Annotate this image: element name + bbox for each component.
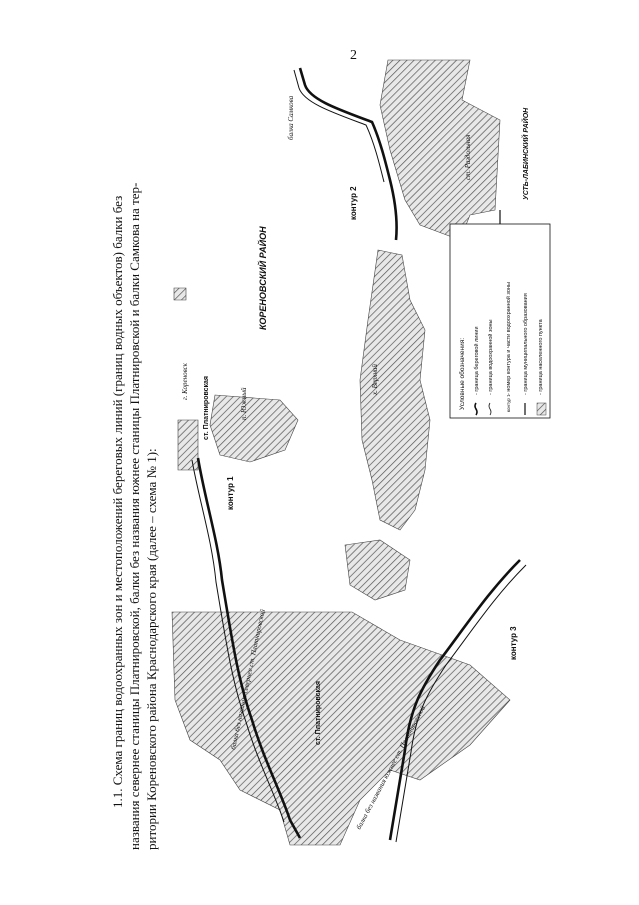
legend-item-shoreline: - граница береговой линии [474,326,480,395]
caption-line-3: ритории Кореновского района Краснодарского края (далее – схема № 1): [144,448,159,850]
settlement-areas [172,60,510,845]
settlement-korenovsk-label: г. Кореновск [181,363,189,400]
legend-item-water-zone: - граница водоохранной зоны [488,319,494,395]
river-samkova-label: балка Самкова [287,95,295,140]
settlement-razdolnaya-label: ст. Раздольная [464,134,472,180]
settlement-platnirovskaya-label-2: ст. Платнировская [203,376,210,440]
district-korenovsky-label: КОРЕНОВСКИЙ РАЙОН [258,226,268,330]
legend-item-settlement: - граница населенного пункта [538,319,544,395]
legend-item-contour: - номер контура и части водоохранной зоны [506,282,512,395]
settlement-area-south [345,540,410,600]
caption-line-1: 1.1. Схема границ водоохранных зон и местоположений береговых линий (границ водных объектов) балки без [110,195,125,808]
settlement-verkhny-label: х. Верхний [371,364,379,395]
legend-sample-contour: контур 1 [506,394,511,412]
river-samkova-zone [294,70,384,182]
settlement-yuzhny-label: п. Южный [240,387,248,420]
legend-box [450,224,550,418]
river-north-label: балка без названия севернее ст. Платнировской [229,608,267,751]
legend-title: Условные обозначения: [459,337,466,410]
district-ust-labinsky-label: УСТЬ-ЛАБИНСКИЙ РАЙОН [523,107,530,200]
page-number: 2 [350,48,357,63]
caption-line-2: названия севернее станицы Платнировской, балки без названия южнее станицы Платнировской и балки Самкова на тер- [127,182,142,850]
settlement-yuzhny-area [210,395,298,462]
settlement-korenovsk-area [178,420,198,470]
contour-1-label: контур 1 [226,476,235,510]
settlement-hatch-icon [537,403,546,415]
contour-3-label: контур 3 [509,626,518,660]
river-south-label: балка без названия южнее ст. Платнировской [354,704,427,831]
contour-2-label: контур 2 [349,186,358,220]
legend-item-municipal: - граница муниципального образования [523,293,529,395]
settlement-platnirovskaya-label-1: ст. Платнировская [315,681,322,745]
settlement-razdolnaya-area [380,60,500,240]
settlement-area-small [174,288,186,300]
